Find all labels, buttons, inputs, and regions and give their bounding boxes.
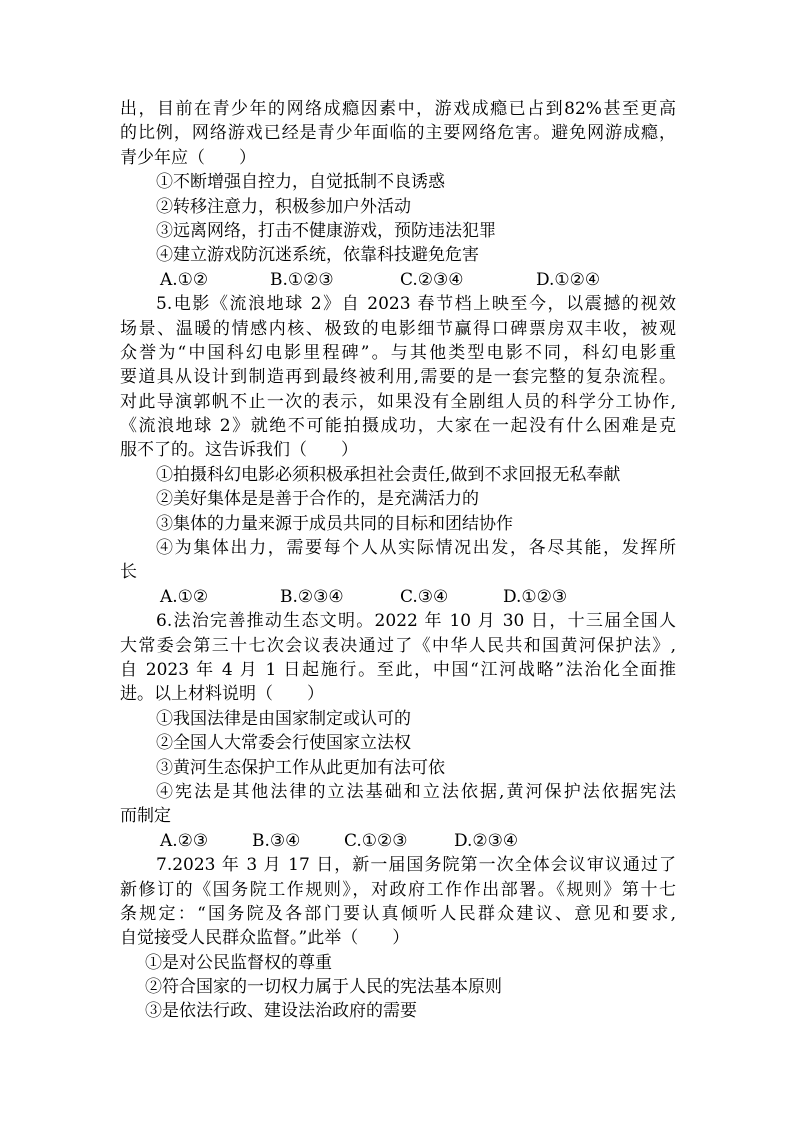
option-3: ③集体的力量来源于成员共同的目标和团结协作 — [156, 513, 513, 534]
stem-line: 大常委会第三十七次会议表决通过了《中华人民共和国黄河保护法》, — [120, 635, 676, 656]
choice-b: B.②③④ — [280, 586, 344, 607]
choice-c: C.②③④ — [400, 269, 464, 290]
option-1: ①我国法律是由国家制定或认可的 — [156, 708, 411, 729]
question-7-stem — [120, 853, 676, 951]
option-1: ①不断增强自控力，自觉抵制不良诱惑 — [156, 172, 445, 193]
option-4: ④宪法是其他法律的立法基础和立法依据,黄河保护法依据宪法 — [156, 781, 676, 802]
question-5-choices — [120, 585, 676, 609]
choice-a: A.①② — [160, 586, 209, 607]
stem-line: 的比例，网络游戏已经是青少年面临的主要网络危害。避免网游成瘾， — [120, 123, 676, 144]
choice-d: D.①②③ — [503, 586, 568, 607]
choice-b: B.③④ — [252, 830, 301, 851]
question-4-stem — [120, 97, 676, 170]
option-4: ④为集体出力，需要每个人从实际情况出发，各尽其能，发挥所 — [156, 538, 676, 559]
stem-line: 《流浪地球 2》就绝不可能拍摄成功，大家在一起没有什么困难是克 — [120, 416, 676, 437]
choice-d: D.②③④ — [454, 830, 519, 851]
choice-d: D.①②④ — [536, 269, 601, 290]
question-4-choices — [120, 268, 676, 292]
option-1: ①是对公民监督权的尊重 — [145, 952, 332, 973]
choice-a: A.①② — [160, 269, 209, 290]
stem-line: 自 2023 年 4 月 1 日起施行。至此，中国“江河战略”法治化全面推 — [120, 659, 676, 680]
option-2: ②转移注意力，积极参加户外活动 — [156, 196, 411, 217]
option-3: ③远离网络，打击不健康游戏，预防违法犯罪 — [156, 220, 496, 241]
choice-c: C.①②③ — [344, 830, 408, 851]
option-1: ①拍摄科幻电影必须积极承担社会责任,做到不求回报无私奉献 — [156, 464, 621, 485]
option-4-continuation: 长 — [120, 562, 137, 583]
stem-line: 出，目前在青少年的网络成瘾因素中，游戏成瘾已占到82%甚至更高 — [120, 99, 676, 119]
stem-line: 服不了的。这告诉我们（ ） — [120, 440, 358, 461]
question-5-stem — [120, 292, 676, 463]
stem-line: 进。以上材料说明（ ） — [120, 684, 324, 705]
stem-line: 条规定：“国务院及各部门要认真倾听人民群众建议、意见和要求, — [120, 903, 676, 924]
question-6-choices — [120, 829, 676, 853]
stem-line: 5.电影《流浪地球 2》自 2023 春节档上映至今，以震撼的视效 — [156, 294, 676, 315]
option-4: ④建立游戏防沉迷系统，依靠科技避免危害 — [156, 245, 479, 266]
stem-line: 场景、温暖的情感内核、极致的电影细节赢得口碑票房双丰收，被观 — [120, 318, 676, 339]
stem-line: 自觉接受人民群众监督。”此举（ ） — [120, 928, 410, 949]
option-2: ②符合国家的一切权力属于人民的宪法基本原则 — [145, 977, 502, 998]
option-2: ②全国人大常委会行使国家立法权 — [156, 733, 411, 754]
choice-a: A.②③ — [160, 830, 209, 851]
option-3: ③是依法行政、建设法治政府的需要 — [145, 1001, 417, 1022]
choice-c: C.③④ — [400, 586, 449, 607]
stem-line: 众誉为“中国科幻电影里程碑”。与其他类型电影不同，科幻电影重 — [120, 342, 676, 363]
stem-line: 青少年应（ ） — [120, 147, 256, 168]
stem-line: 要道具从设计到制造再到最终被利用,需要的是一套完整的复杂流程。 — [120, 367, 676, 388]
option-2: ②美好集体是是善于合作的，是充满活力的 — [156, 489, 479, 510]
stem-line: 6.法治完善推动生态文明。2022 年 10 月 30 日，十三届全国人 — [156, 611, 676, 632]
stem-line: 7.2023 年 3 月 17 日，新一届国务院第一次全体会议审议通过了 — [156, 855, 676, 876]
stem-line: 对此导演郭帆不止一次的表示，如果没有全剧组人员的科学分工协作, — [120, 391, 676, 412]
choice-b: B.①②③ — [270, 269, 334, 290]
option-4-continuation: 而制定 — [120, 806, 171, 827]
option-3: ③黄河生态保护工作从此更加有法可依 — [156, 757, 445, 778]
question-6-stem — [120, 609, 676, 707]
exam-page — [120, 97, 676, 1024]
stem-line: 新修订的《国务院工作规则》，对政府工作作出部署。《规则》第十七 — [120, 879, 676, 900]
